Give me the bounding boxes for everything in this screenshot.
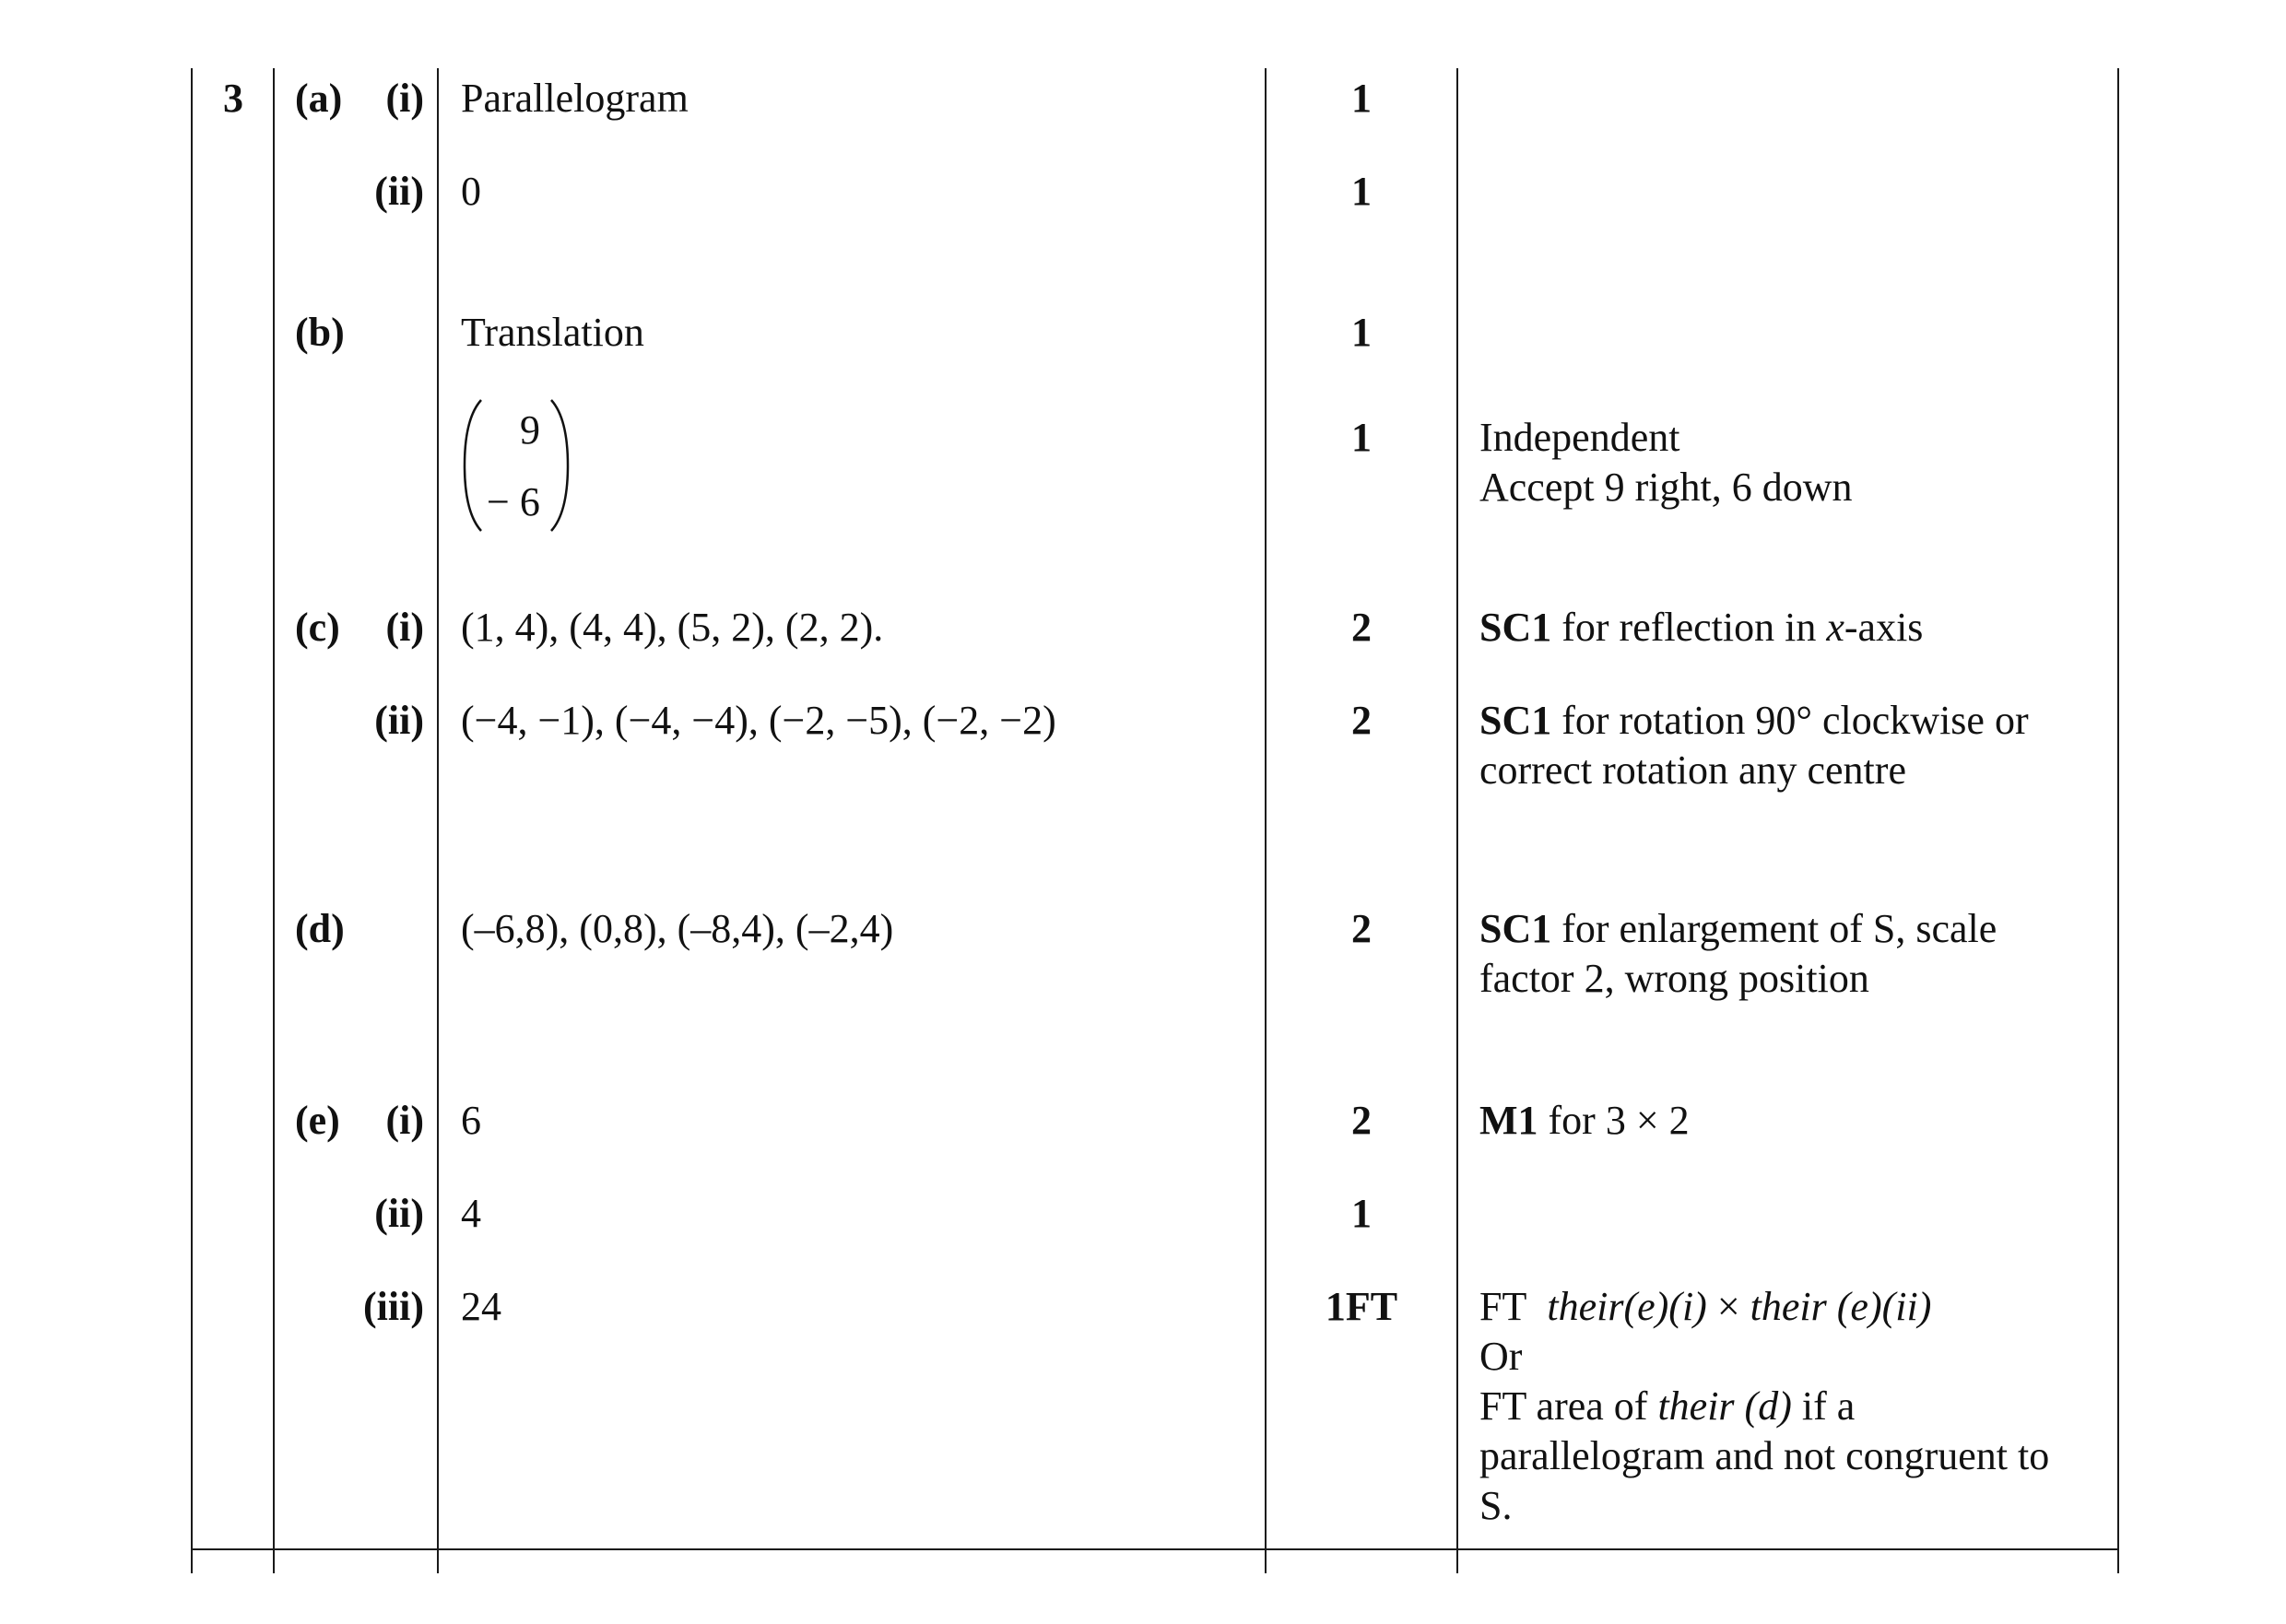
guidance-text: for 3 × 2 [1538, 1098, 1690, 1143]
guidance-code: SC1 [1479, 605, 1552, 650]
column-rule-answer [437, 68, 439, 1573]
guidance-code: M1 [1479, 1098, 1538, 1143]
column-rule-left [191, 68, 193, 1573]
guidance-d-line1 [1479, 904, 1997, 954]
guidance-text: if a [1791, 1383, 1856, 1429]
column-rule-marks [1265, 68, 1267, 1573]
marks-d: 2 [1351, 906, 1372, 951]
guidance-text: FT area of [1479, 1383, 1658, 1429]
answer-e-iii: 24 [461, 1284, 501, 1329]
column-rule-part [273, 68, 275, 1573]
part-label-b: (b) [295, 310, 345, 355]
guidance-c-ii-line2: correct rotation any centre [1479, 747, 1906, 793]
guidance-b-line1: Independent [1479, 415, 1680, 460]
guidance-italic: x [1826, 605, 1844, 650]
answer-a-ii: 0 [461, 169, 481, 214]
guidance-code: SC1 [1479, 906, 1552, 951]
guidance-e-i [1479, 1096, 1690, 1146]
sub-label-e-iii: (iii) [363, 1284, 424, 1329]
marks-e-i: 2 [1351, 1098, 1372, 1143]
guidance-text: for reflection in [1551, 605, 1827, 650]
marks-c-i: 2 [1351, 605, 1372, 650]
vector-top-value: 9 [520, 407, 540, 453]
sub-label-c-ii: (ii) [374, 698, 424, 743]
answer-d: (–6,8), (0,8), (–8,4), (–2,4) [461, 906, 894, 951]
column-rule-guidance [1456, 68, 1458, 1573]
guidance-text: × [1706, 1284, 1750, 1329]
answer-b: Translation [461, 310, 644, 355]
part-label-d: (d) [295, 906, 345, 951]
sub-label-e-i: (i) [385, 1098, 424, 1143]
marks-a-i: 1 [1351, 76, 1372, 121]
marks-b: 1 [1351, 310, 1372, 355]
answer-e-i: 6 [461, 1098, 481, 1143]
table-bottom-rule [191, 1548, 2119, 1550]
answer-c-i: (1, 4), (4, 4), (5, 2), (2, 2). [461, 605, 884, 650]
guidance-italic: their (e)(ii) [1750, 1284, 1932, 1329]
marks-e-ii: 1 [1351, 1191, 1372, 1236]
guidance-italic: their (d) [1657, 1383, 1792, 1429]
guidance-text: FT [1479, 1284, 1527, 1329]
guidance-b-line2: Accept 9 right, 6 down [1479, 465, 1853, 510]
answer-c-ii: (−4, −1), (−4, −4), (−2, −5), (−2, −2) [461, 698, 1056, 743]
guidance-text: for rotation 90° clockwise or [1551, 698, 2029, 743]
translation-vector [461, 396, 572, 535]
sub-label-a-ii: (ii) [374, 169, 424, 214]
answer-e-ii: 4 [461, 1191, 481, 1236]
guidance-code: SC1 [1479, 698, 1552, 743]
guidance-c-ii-line1 [1479, 696, 2029, 746]
vector-bottom-value: − 6 [487, 479, 540, 524]
guidance-d-line2: factor 2, wrong position [1479, 956, 1869, 1001]
marks-c-ii: 2 [1351, 698, 1372, 743]
guidance-italic: their(e)(i) [1547, 1284, 1707, 1329]
guidance-e-iii-line5: S. [1479, 1483, 1513, 1528]
guidance-e-iii-line2: Or [1479, 1334, 1523, 1379]
guidance-e-iii-line4: parallelogram and not congruent to [1479, 1433, 2050, 1478]
part-label-e: (e) [295, 1098, 340, 1143]
question-number: 3 [223, 76, 243, 121]
guidance-e-iii-line3 [1479, 1382, 1855, 1431]
answer-a-i: Parallelogram [461, 76, 689, 121]
guidance-e-iii-line1 [1479, 1282, 1931, 1332]
guidance-text: for enlargement of S, scale [1551, 906, 1997, 951]
guidance-c-i [1479, 603, 1923, 653]
sub-label-a-i: (i) [385, 76, 424, 121]
part-label-a: (a) [295, 76, 343, 121]
marks-a-ii: 1 [1351, 169, 1372, 214]
marks-e-iii: 1FT [1325, 1284, 1398, 1329]
sub-label-c-i: (i) [385, 605, 424, 650]
marks-b-vector: 1 [1351, 415, 1372, 460]
part-label-c: (c) [295, 605, 340, 650]
guidance-text: -axis [1844, 605, 1924, 650]
sub-label-e-ii: (ii) [374, 1191, 424, 1236]
column-rule-right [2117, 68, 2119, 1573]
